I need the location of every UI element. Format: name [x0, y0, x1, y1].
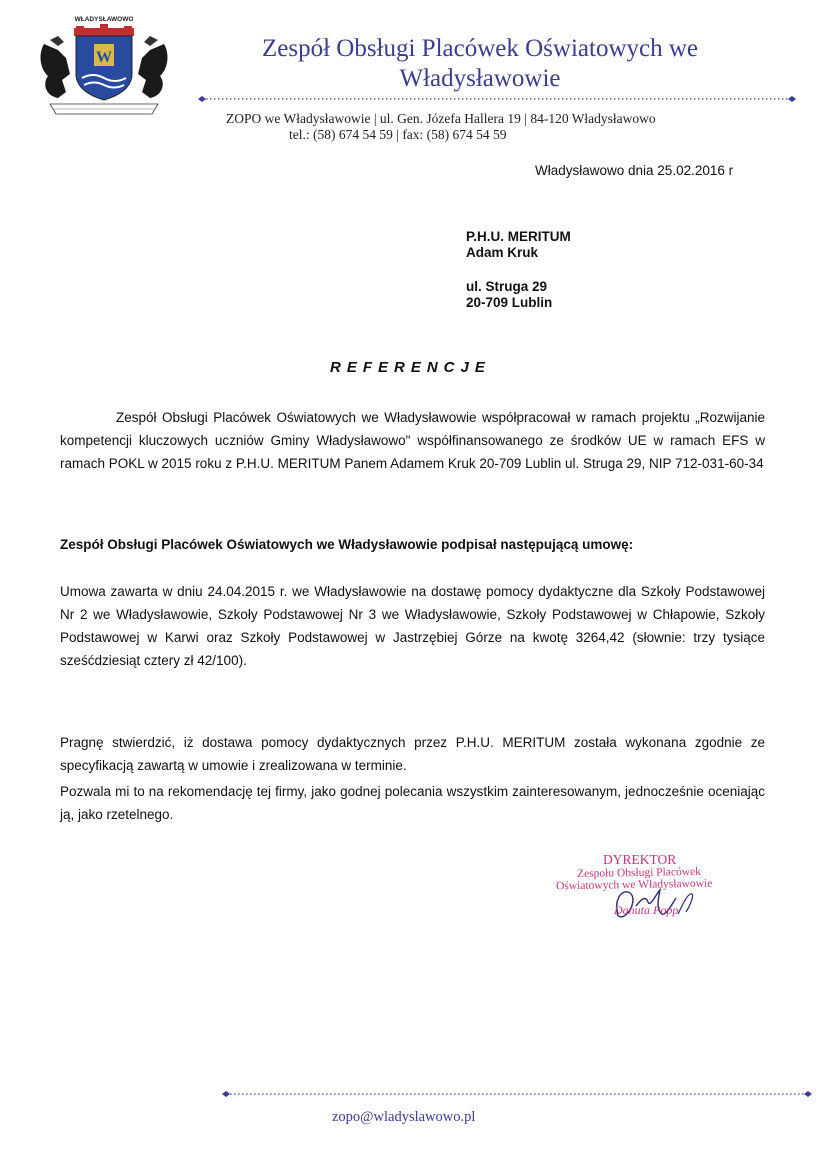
- stamp-line-org: Zespołu Obsługi Placówek: [576, 865, 702, 881]
- svg-text:W: W: [96, 49, 112, 66]
- recipient-street: ul. Struga 29: [466, 279, 548, 294]
- footer-divider: [222, 1091, 812, 1097]
- footer-email-link[interactable]: zopo@wladyslawowo.pl: [332, 1109, 476, 1125]
- stamp-signatory-name: Danuta Popp: [614, 903, 679, 917]
- svg-text:WŁADYSŁAWOWO: WŁADYSŁAWOWO: [74, 16, 134, 23]
- letter-date: Władysławowo dnia 25.02.2016 r: [535, 163, 734, 178]
- recipient-city: 20-709 Lublin: [466, 295, 553, 310]
- paragraph-cooperation: Zespół Obsługi Placówek Oświatowych we Władysławowie współpracował w ramach projektu „Rozwijanie kompetencji kluczowych uczniów Gminy Władysławowo" współfinansowanego ze środków UE w ramach EFS w ramach POKL w 2015 roku z P.H.U. MERITUM Panem Adamem Kruk 20-709 Lublin ul. Struga 29, NIP 712-031-60-34: [60, 410, 765, 471]
- paragraph-statement: Pragnę stwierdzić, iż dostawa pomocy dydaktycznych przez P.H.U. MERITUM została wykonana zgodnie ze specyfikacją zawartą w umowie i zrealizowana w terminie.: [60, 735, 765, 773]
- paragraph-contract-intro: Zespół Obsługi Placówek Oświatowych we Władysławowie podpisał następującą umowę:: [60, 537, 634, 552]
- contact-phone-line: tel.: (58) 674 54 59 | fax: (58) 674 54 59: [289, 127, 507, 142]
- header-divider: [198, 96, 796, 102]
- coat-of-arms-logo: [36, 14, 172, 120]
- organization-title: Zespół Obsługi Placówek Oświatowych we Władysławowie: [261, 35, 699, 92]
- recipient-name: Adam Kruk: [466, 245, 539, 260]
- paragraph-recommendation: Pozwala mi to na rekomendację tej firmy, jako godnej polecania wszystkim zainteresowanym, jednocześnie oceniając ją, jako rzetelnego.: [60, 784, 765, 822]
- contact-address-line: ZOPO we Władysławowie | ul. Gen. Józefa Hallera 19 | 84-120 Władysławowo: [226, 111, 656, 126]
- recipient-company: P.H.U. MERITUM: [466, 229, 571, 244]
- paragraph-contract-details: Umowa zawarta w dniu 24.04.2015 r. we Władysławowie na dostawę pomocy dydaktyczne dla Szkoły Podstawowej Nr 2 we Władysławowie, Szkoły Podstawowej Nr 3 we Władysławowie, Szkoły Podstawowej w Chłapowie, Szkoły Podstawowej w Karwi oraz Szkoły Podstawowej w Jastrzębiej Górze na kwotę 3264,42 (słownie: trzy tysiące sześćdziesiąt cztery zł 42/100).: [60, 584, 765, 668]
- stamp-line-location: Oświatowych we Władysławowie: [555, 877, 713, 893]
- stamp-title: DYREKTOR: [603, 852, 677, 867]
- document-heading: REFERENCJE: [330, 359, 491, 376]
